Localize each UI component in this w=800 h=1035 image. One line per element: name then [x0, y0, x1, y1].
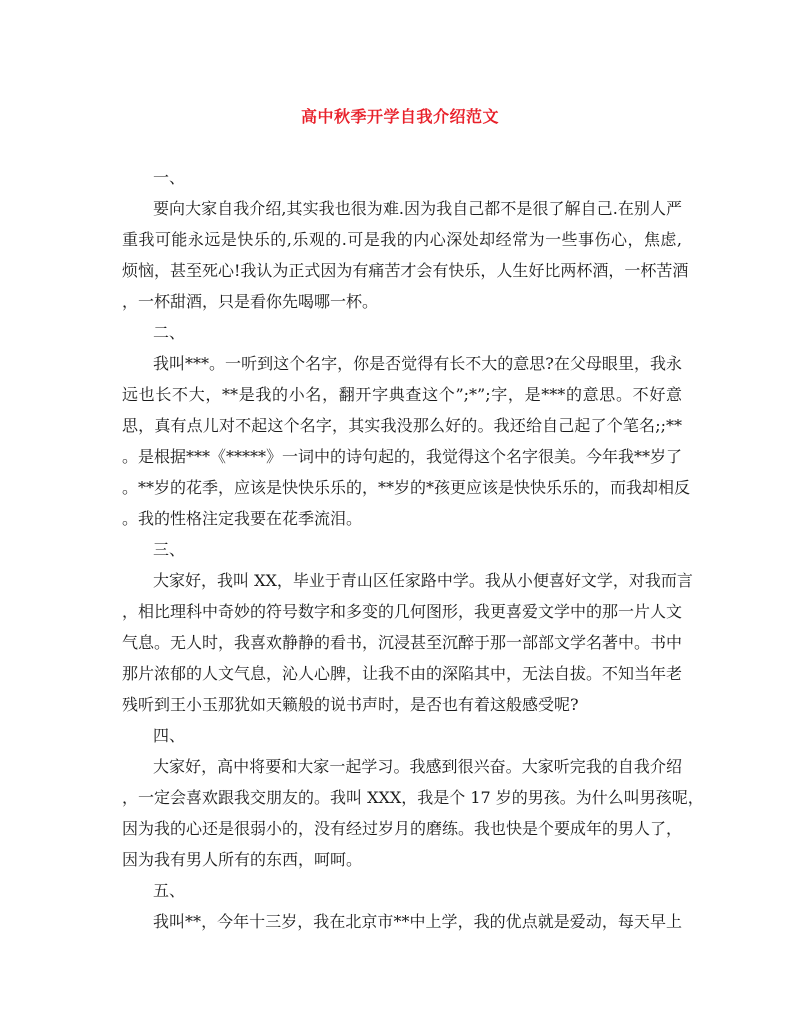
section-heading: 一、 — [153, 168, 186, 187]
paragraph-line: 思，真有点儿对不起这个名字，其实我没那么好的。我还给自己起了个笔名;;** — [122, 416, 682, 435]
document-body — [122, 162, 704, 937]
paragraph-line: 。**岁的花季，应该是快快乐乐的，**岁的*孩更应该是快快乐乐的，而我却相反 — [122, 478, 691, 497]
paragraph-line: ，一杯甜酒，只是看你先喝哪一杯。 — [122, 292, 379, 311]
paragraph-line: 气息。无人时，我喜欢静静的看书，沉浸甚至沉醉于那一部部文学名著中。书中 — [122, 633, 683, 652]
paragraph-line: 重我可能永远是快乐的,乐观的.可是我的内心深处却经常为一些事伤心，焦虑, — [122, 230, 682, 249]
paragraph-line: 我叫**，今年十三岁，我在北京市**中上学，我的优点就是爱动，每天早上 — [153, 912, 682, 931]
paragraph-line: ，一定会喜欢跟我交朋友的。我叫 XXX，我是个 17 岁的男孩。为什么叫男孩呢， — [122, 788, 704, 807]
paragraph-line: 那片浓郁的人文气息，沁人心脾，让我不由的深陷其中，无法自拔。不知当年老 — [122, 664, 683, 683]
paragraph-line: 大家好，我叫 XX，毕业于青山区任家路中学。我从小便喜好文学，对我而言 — [153, 571, 693, 590]
paragraph-line: 因为我有男人所有的东西，呵呵。 — [122, 850, 363, 869]
paragraph-line: 。是根据***《*****》一词中的诗句起的，我觉得这个名字很美。今年我**岁了 — [122, 447, 683, 466]
paragraph-line: ，相比理科中奇妙的符号数字和多变的几何图形，我更喜爱文学中的那一片人文 — [122, 602, 683, 621]
paragraph-line: 残听到王小玉那犹如天籁般的说书声时，是否也有着这般感受呢? — [122, 695, 579, 714]
paragraph-line: 因为我的心还是很弱小的，没有经过岁月的磨练。我也快是个要成年的男人了， — [122, 819, 683, 838]
section-heading: 三、 — [153, 540, 186, 559]
document-title: 高中秋季开学自我介绍范文 — [300, 107, 499, 126]
paragraph-line: 我叫***。一听到这个名字，你是否觉得有长不大的意思?在父母眼里，我永 — [153, 354, 682, 373]
section-heading: 四、 — [153, 726, 186, 745]
paragraph-line: 远也长不大，**是我的小名，翻开字典查这个”;*”;字，是***的意思。不好意 — [122, 385, 682, 404]
section-heading: 五、 — [153, 881, 186, 900]
paragraph-line: 。我的性格注定我要在花季流泪。 — [122, 509, 363, 528]
paragraph-line: 烦恼，甚至死心!我认为正式因为有痛苦才会有快乐，人生好比两杯酒，一杯苦酒 — [122, 261, 689, 280]
paragraph-line: 要向大家自我介绍,其实我也很为难.因为我自己都不是很了解自己.在别人严 — [153, 199, 682, 218]
paragraph-line: 大家好，高中将要和大家一起学习。我感到很兴奋。大家听完我的自我介绍 — [153, 757, 682, 776]
section-heading: 二、 — [153, 323, 186, 342]
